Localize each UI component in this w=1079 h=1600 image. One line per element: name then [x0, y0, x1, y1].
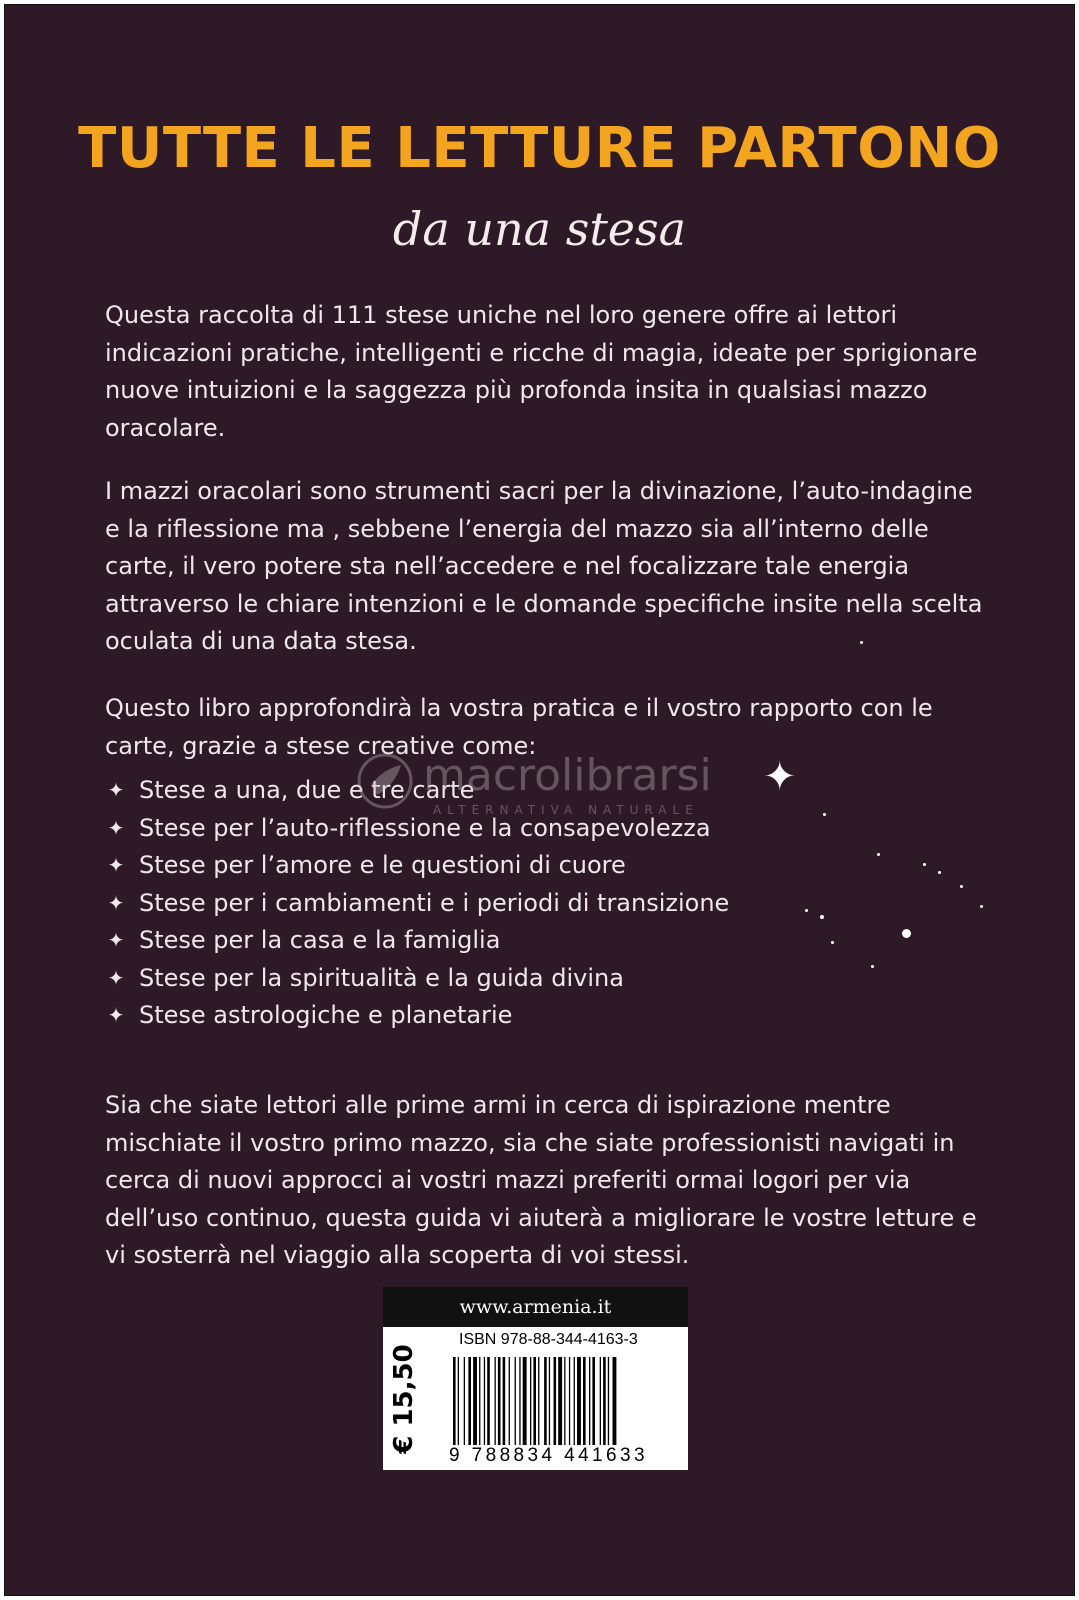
ean-number: 9 788834 441633 [449, 1445, 648, 1466]
list-item [105, 885, 729, 923]
spread-list [105, 772, 729, 1035]
sparkle-bullet-icon: ✦ [107, 1003, 125, 1027]
price-text: € 15,50 [389, 1344, 419, 1454]
star-dot [820, 915, 824, 919]
list-item-label: Stese a una, due e tre carte [139, 776, 475, 804]
star-dot [823, 813, 826, 816]
headline: TUTTE LE LETTURE PARTONO [78, 116, 1001, 181]
sparkle-bullet-icon: ✦ [107, 928, 125, 952]
closing-paragraph: Sia che siate lettori alle prime armi in cerca di ispirazione mentre mischiate il vostro primo mazzo, sia che siate professionisti navigati in cerca di nuovi approcci ai vostri mazzi preferiti ormai logori per via dell’uso continuo, questa guida vi aiuterà a migliorare le vostre letture e vi sosterrà nel viaggio alla scoperta di voi stessi. [105, 1091, 977, 1269]
intro-paragraph: Questa raccolta di 111 stese uniche nel loro genere offre ai lettori indicazioni pratiche, intelligenti e ricche di magia, ideate per sprigionare nuove intuizioni e la saggezza più profonda insita in qualsiasi mazzo oracolare. [105, 301, 978, 442]
star-dot [805, 909, 808, 912]
sparkle-bullet-icon: ✦ [107, 778, 125, 802]
list-item-label: Stese per l’amore e le questioni di cuore [139, 851, 626, 879]
list-item-label: Stese per la casa e la famiglia [139, 926, 501, 954]
sparkle-bullet-icon: ✦ [107, 853, 125, 877]
watermark-name: macrolibrarsi [423, 750, 712, 801]
star-dot [831, 941, 834, 944]
star-dot [860, 641, 863, 644]
list-item [105, 810, 729, 848]
star-dot [923, 863, 926, 866]
sparkle-bullet-icon: ✦ [107, 965, 125, 990]
sparkle-bullet-icon: ✦ [107, 815, 125, 840]
list-item-label: Stese per la spiritualità e la guida divina [139, 963, 624, 992]
list-item-label: Stese per l’auto-riflessione e la consapevolezza [139, 813, 711, 842]
barcode-box [383, 1287, 688, 1470]
star-dot [902, 929, 911, 938]
book-back-cover [4, 4, 1075, 1596]
star-dot [871, 965, 874, 968]
sparkle-icon: ✦ [763, 754, 797, 800]
list-item [105, 997, 729, 1035]
sparkle-bullet-icon: ✦ [107, 890, 125, 915]
star-dot [877, 853, 880, 856]
isbn-text: ISBN 978-88-344-4163-3 [459, 1331, 638, 1348]
price-label [383, 1327, 425, 1470]
list-item [105, 772, 729, 810]
list-item [105, 847, 729, 885]
list-item-label: Stese per i cambiamenti e i periodi di transizione [139, 888, 730, 917]
watermark-tagline: ALTERNATIVA NATURALE [433, 803, 699, 817]
list-item [105, 960, 729, 998]
star-dot [980, 905, 983, 908]
list-item-label: Stese astrologiche e planetarie [139, 1001, 513, 1029]
subtitle: da una stesa [392, 202, 687, 256]
book-paragraph: Questo libro approfondirà la vostra pratica e il vostro rapporto con le carte, grazie a stese creative come: [105, 694, 933, 760]
star-dot [938, 871, 941, 874]
star-dot [960, 885, 963, 888]
decks-paragraph: I mazzi oracolari sono strumenti sacri per la divinazione, l’auto-indagine e la riflessione ma , sebbene l’energia del mazzo sia all’interno delle carte, il vero potere sta nell’accedere e nel focalizzare tale energia attraverso le chiare intenzioni e le domande specifiche insite nella scelta oculata di una data stesa. [105, 477, 983, 655]
list-item [105, 922, 729, 960]
barcode-image [451, 1357, 651, 1445]
publisher-url: www.armenia.it [383, 1287, 688, 1327]
